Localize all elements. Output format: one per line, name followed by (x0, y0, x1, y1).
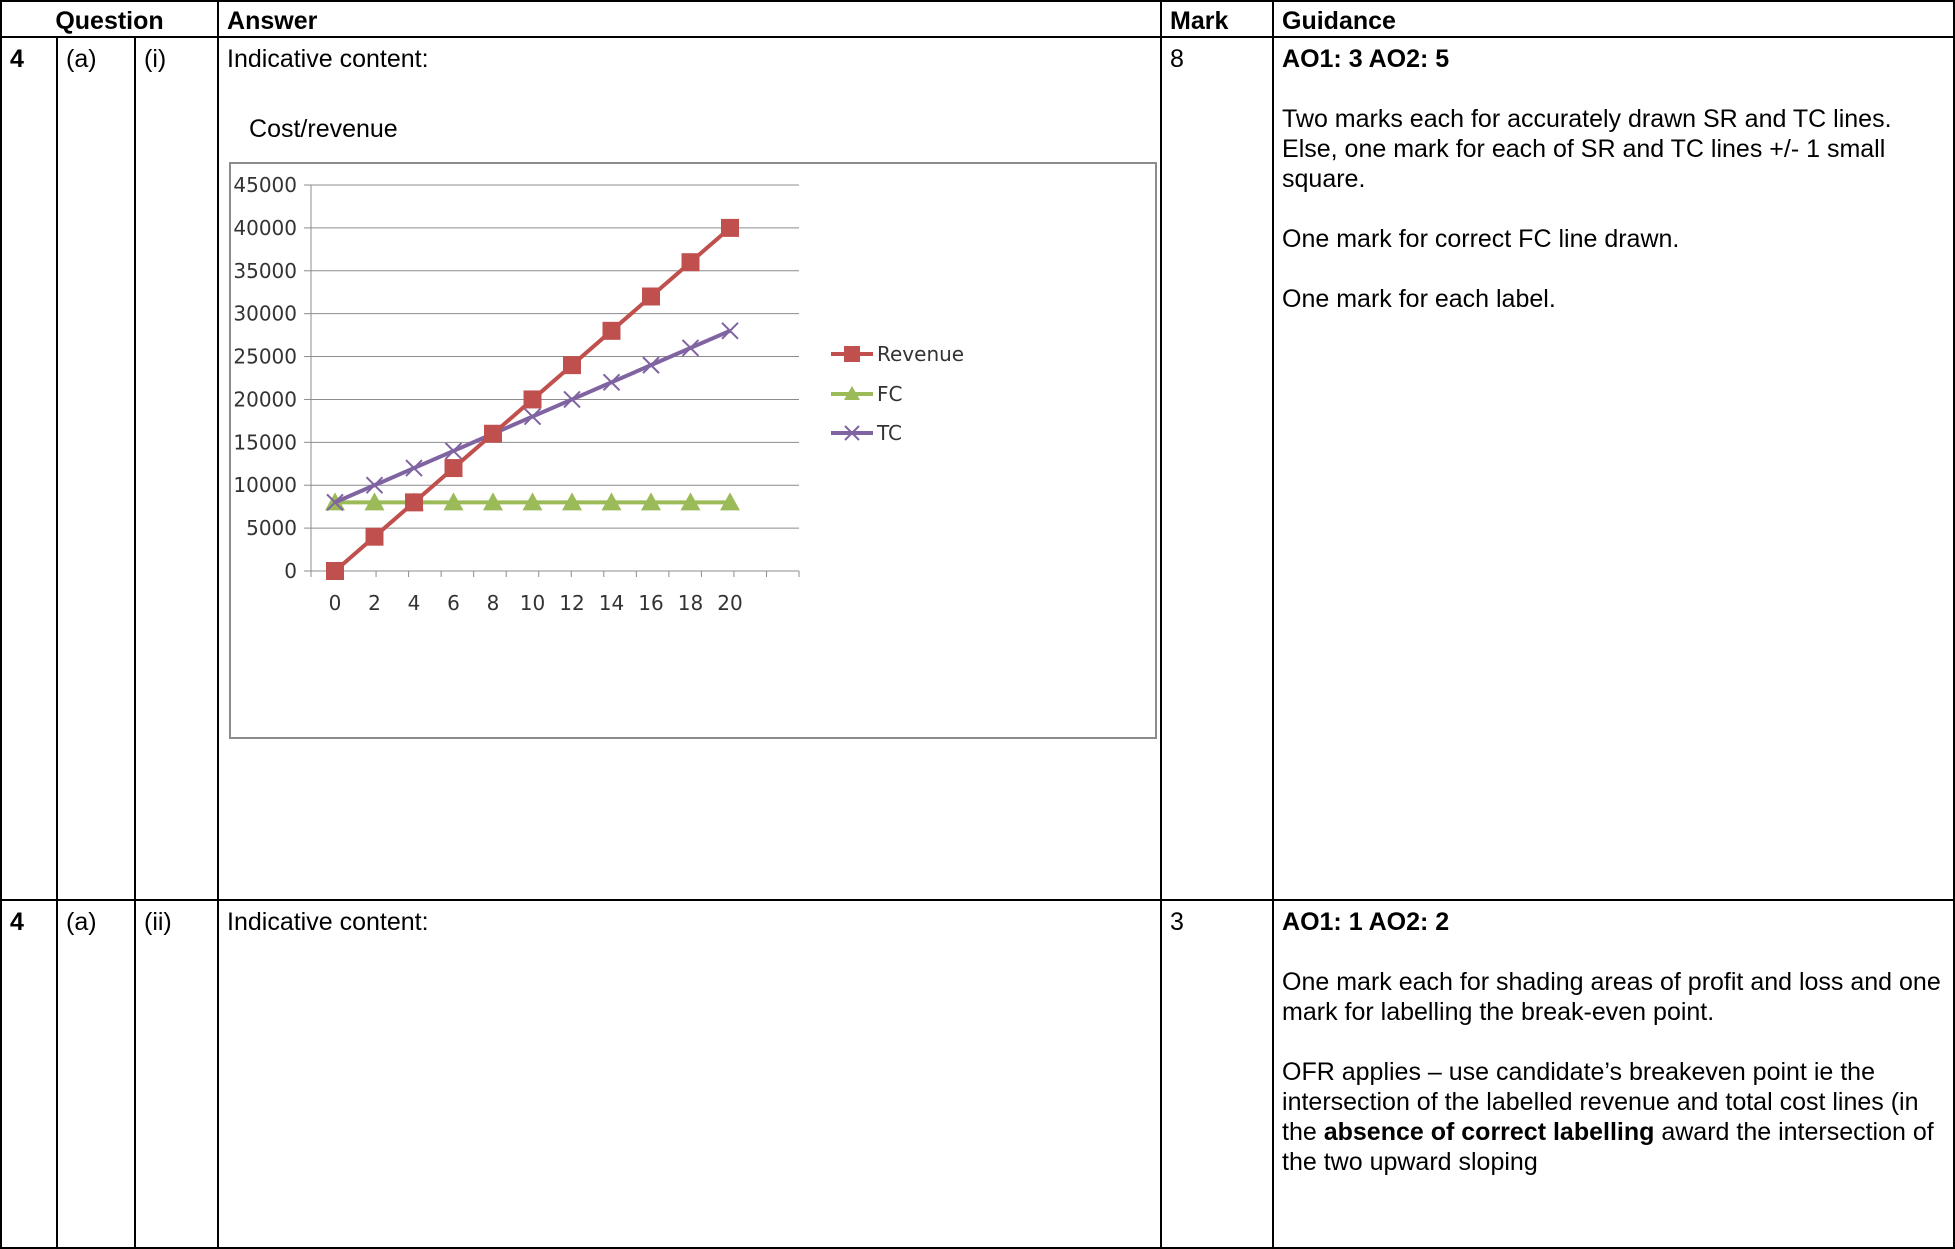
data-point-revenue (563, 356, 581, 374)
data-point-revenue (484, 425, 502, 443)
data-point-revenue (445, 459, 463, 477)
guidance-bold-text: absence of correct labelling (1323, 1118, 1655, 1146)
x-tick-label: 12 (559, 591, 585, 615)
data-point-revenue (366, 528, 384, 546)
answer-cell (218, 37, 1161, 900)
y-tick-label: 10000 (233, 473, 298, 498)
question-row-4a-i (1, 37, 1954, 900)
data-point-tc (406, 460, 422, 476)
x-tick-label: 8 (486, 591, 500, 615)
x-tick-label: 10 (519, 591, 546, 615)
header-row (1, 1, 1954, 37)
legend-label-revenue: Revenue (877, 342, 965, 366)
y-tick-label: 15000 (233, 430, 298, 455)
data-point-tc (722, 323, 738, 339)
legend-label-fc: FC (877, 382, 903, 406)
guidance-para-2 (1282, 1057, 1945, 1177)
guidance-para-1: Two marks each for accurately drawn SR and TC lines. Else, one mark for each of SR and TC lines +/- 1 small square. (1282, 105, 1892, 193)
header-answer: Answer (218, 1, 1161, 37)
breakeven-chart (229, 162, 1157, 739)
legend-marker-revenue (844, 346, 860, 362)
mark-cell: 3 (1161, 900, 1273, 1248)
guidance-ao: AO1: 3 AO2: 5 (1282, 45, 1450, 73)
guidance-para-2: One mark for correct FC line drawn. (1282, 225, 1680, 253)
guidance-para-3: One mark for each label. (1282, 285, 1556, 313)
y-tick-label: 35000 (233, 258, 298, 283)
answer-cell (218, 900, 1161, 1248)
y-tick-label: 45000 (233, 173, 298, 197)
data-point-revenue (682, 253, 700, 271)
data-point-tc (683, 340, 699, 356)
data-point-tc (643, 357, 659, 373)
y-tick-label: 5000 (246, 516, 298, 541)
question-subpart: (ii) (135, 900, 218, 1248)
guidance-text: OFR applies – use candidate’s breakeven point ie the intersection of the labelled revenue and total cost lines (in the (1282, 1058, 1919, 1146)
header-guidance: Guidance (1273, 1, 1954, 37)
data-point-revenue (405, 493, 423, 511)
guidance-cell (1273, 900, 1954, 1248)
y-tick-label: 40000 (233, 215, 298, 240)
answer-intro: Indicative content: (227, 45, 429, 73)
header-question: Question (1, 1, 218, 37)
y-tick-label: 30000 (233, 301, 298, 326)
y-tick-label: 25000 (233, 344, 298, 369)
question-number: 4 (1, 900, 57, 1248)
axis-heading: Cost/revenue (249, 115, 398, 143)
question-number: 4 (1, 37, 57, 900)
x-tick-label: 16 (638, 591, 664, 615)
guidance-para-1: One mark each for shading areas of profit and loss and one mark for labelling the break-even point. (1282, 968, 1941, 1026)
data-point-tc (446, 443, 462, 459)
x-tick-label: 0 (328, 591, 342, 615)
question-part: (a) (57, 900, 135, 1248)
guidance-text: award the intersection of the two upward sloping (1282, 1118, 1934, 1176)
guidance-cell (1273, 37, 1954, 900)
data-point-tc (604, 374, 620, 390)
x-tick-label: 18 (677, 591, 704, 615)
answer-intro: Indicative content: (227, 908, 429, 936)
question-row-4a-ii (1, 900, 1954, 1248)
y-tick-label: 20000 (233, 387, 298, 412)
mark-cell: 8 (1161, 37, 1273, 900)
chart-svg (231, 164, 1155, 737)
question-part: (a) (57, 37, 135, 900)
x-tick-label: 20 (717, 591, 743, 615)
x-tick-label: 4 (407, 591, 421, 615)
y-tick-label: 0 (284, 559, 298, 583)
header-mark: Mark (1161, 1, 1273, 37)
x-tick-label: 14 (598, 591, 625, 615)
x-tick-label: 6 (447, 591, 460, 615)
data-point-revenue (326, 562, 344, 580)
data-point-revenue (642, 288, 660, 306)
data-point-tc (525, 409, 541, 425)
data-point-revenue (721, 219, 739, 237)
guidance-ao: AO1: 1 AO2: 2 (1282, 908, 1450, 936)
question-subpart: (i) (135, 37, 218, 900)
legend-label-tc: TC (877, 421, 903, 445)
data-point-revenue (524, 390, 542, 408)
x-tick-label: 2 (368, 591, 381, 615)
data-point-revenue (603, 322, 621, 340)
